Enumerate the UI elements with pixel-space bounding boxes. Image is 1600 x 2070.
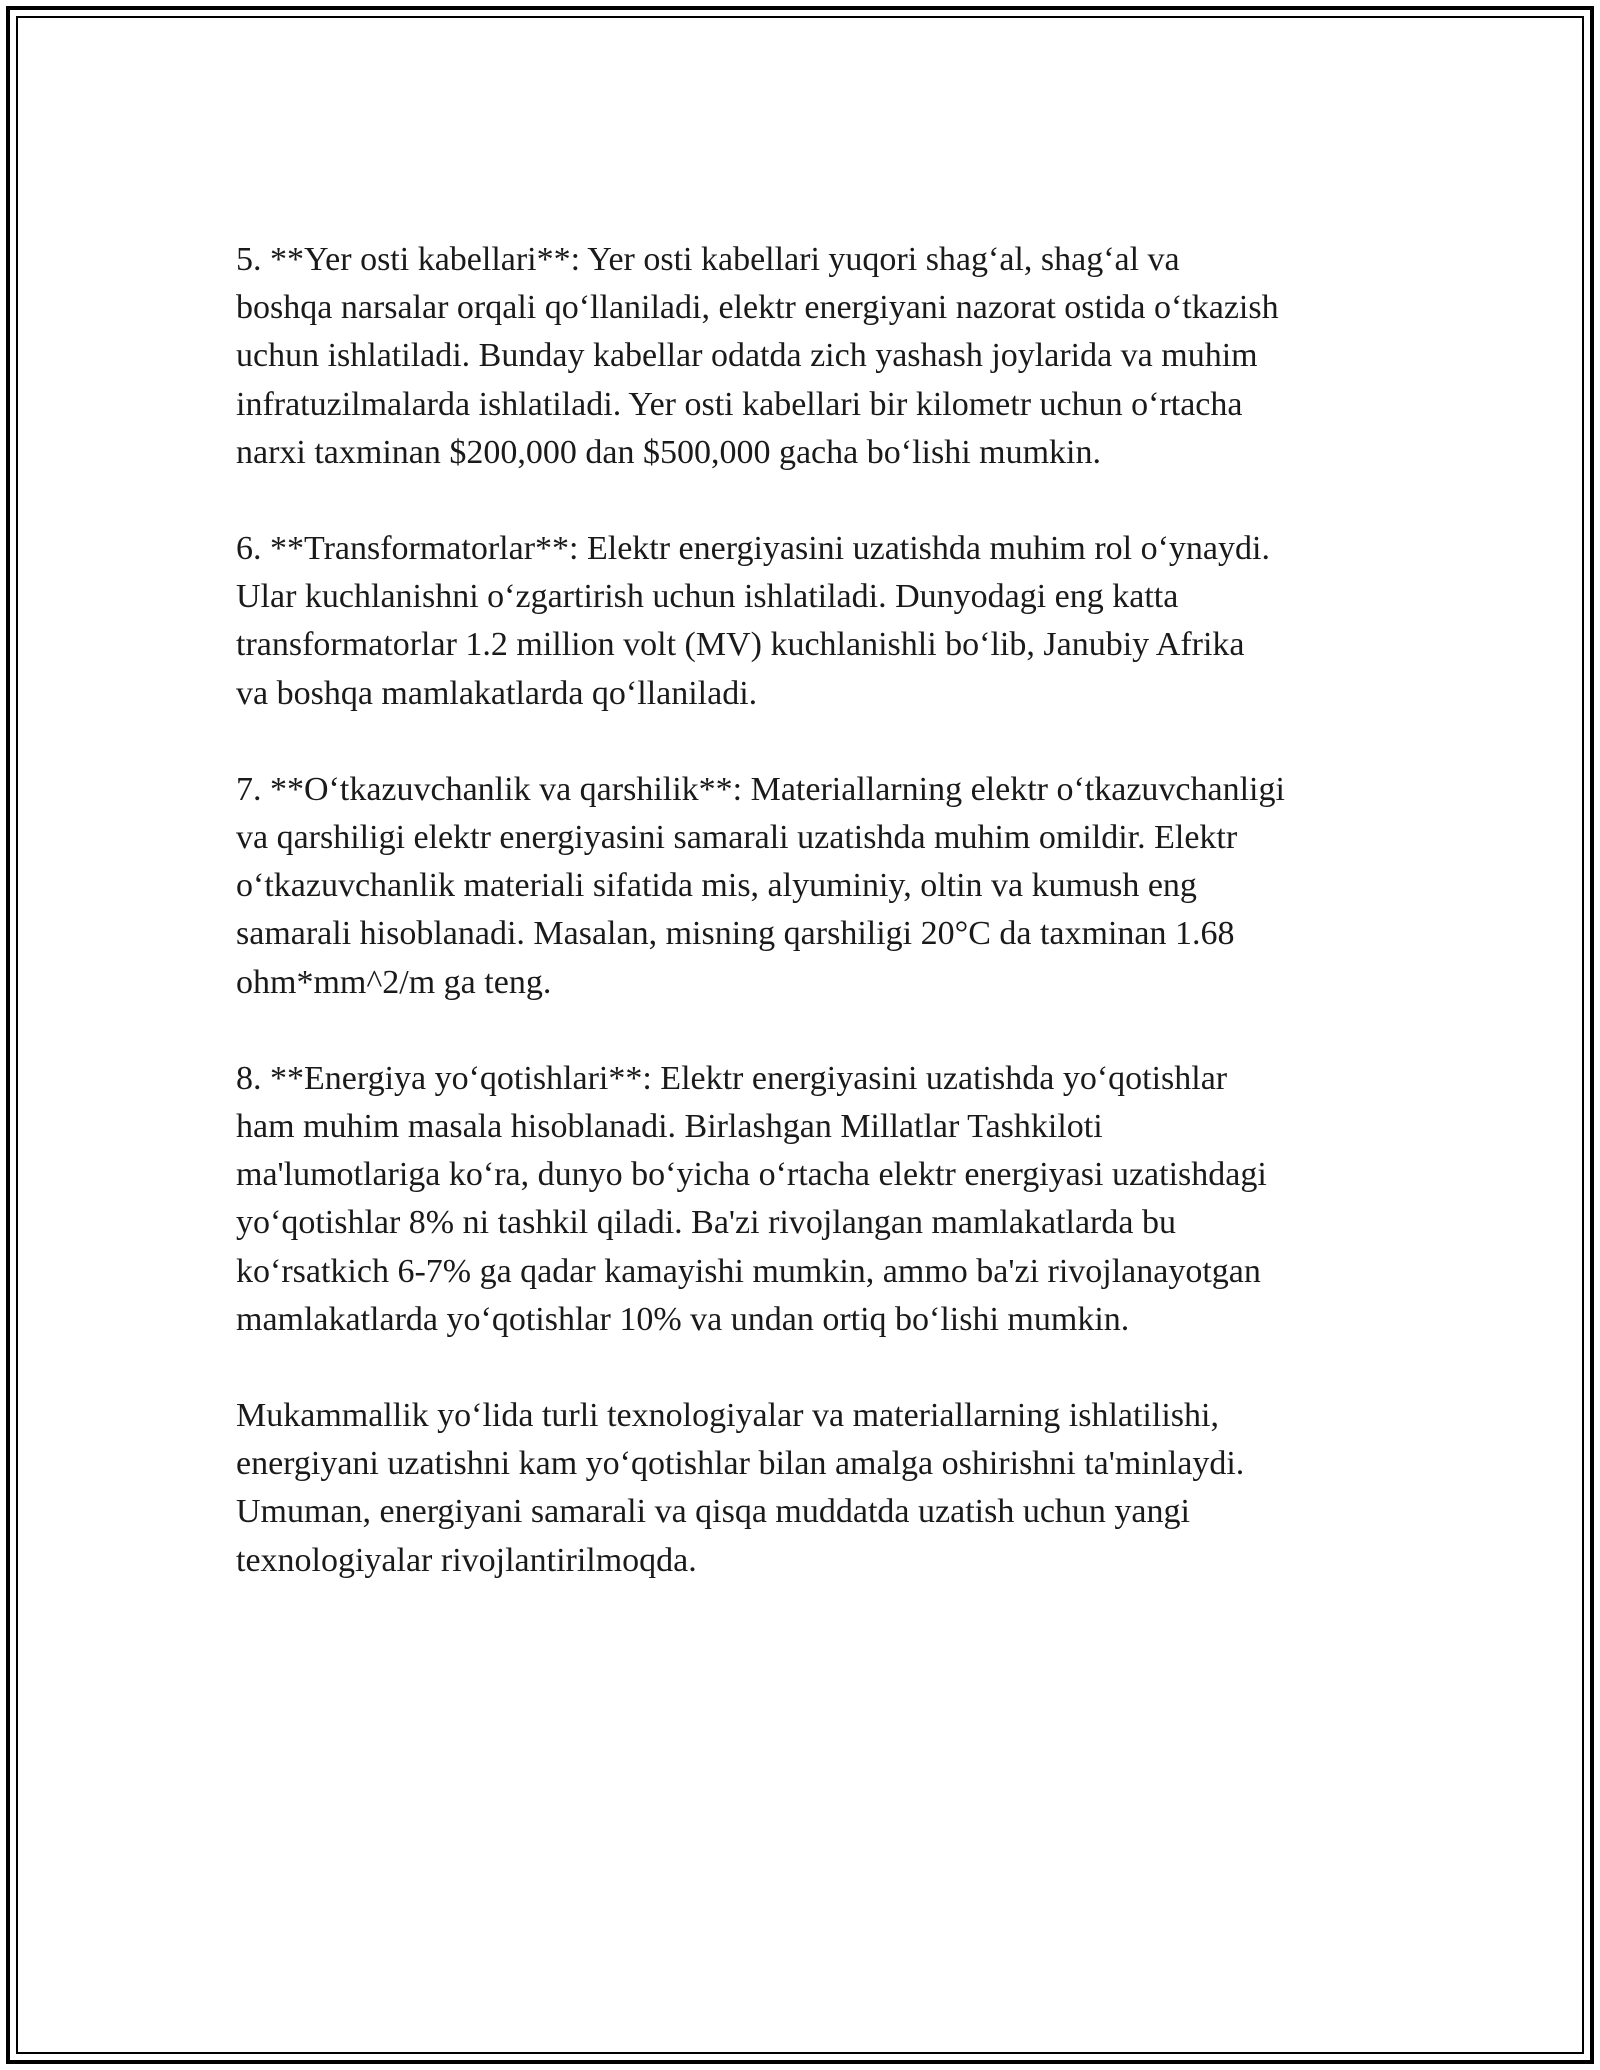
paragraph-transformers: 6. **Transformatorlar**: Elektr energiyasini uzatishda muhim rol o‘ynaydi. Ular kuchlanishni o‘zgartirish uchun ishlatiladi. Dunyodagi eng katta transformatorlar 1.2 million volt (MV) kuchlanishli bo‘lib, Janubiy Afrika va boshqa mamlakatlarda qo‘llaniladi. xyxy=(236,530,1270,712)
paragraph-conductivity-resistance: 7. **O‘tkazuvchanlik va qarshilik**: Materiallarning elektr o‘tkazuvchanligi va qarshiligi elektr energiyasini samarali uzatishda muhim omildir. Elektr o‘tkazuvchanlik materiali sifatida mis, alyuminiy, oltin va kumush eng samarali hisoblanadi. Masalan, misning qarshiligi 20°C da taxminan 1.68 ohm*mm^2/m ga teng. xyxy=(236,770,1285,1001)
paragraph-energy-losses: 8. **Energiya yo‘qotishlari**: Elektr energiyasini uzatishda yo‘qotishlar ham muhim masala hisoblanadi. Birlashgan Millatlar Tashkiloti ma'lumotlariga ko‘ra, dunyo bo‘yicha o‘rtacha elektr energiyasi uzatishdagi yo‘qotishlar 8% ni tashkil qiladi. Ba'zi rivojlangan mamlakatlarda bu ko‘rsatkich 6-7% ga qadar kamayishi mumkin, ammo ba'zi rivojlanayotgan mamlakatlarda yo‘qotishlar 10% va undan ortiq bo‘lishi mumkin. xyxy=(236,1059,1267,1338)
paragraph-conclusion: Mukammallik yo‘lida turli texnologiyalar va materiallarning ishlatilishi, energiyani uzatishni kam yo‘qotishlar bilan amalga oshirishni ta'minlaydi. Umuman, energiyani samarali va qisqa muddatda uzatish uchun yangi texnologiyalar rivojlantirilmoqda. xyxy=(236,1397,1245,1579)
paragraph-underground-cables: 5. **Yer osti kabellari**: Yer osti kabellari yuqori shag‘al, shag‘al va boshqa narsalar orqali qo‘llaniladi, elektr energiyani nazorat ostida o‘tkazish uchun ishlatiladi. Bunday kabellar odatda zich yashash joylarida va muhim infratuzilmalarda ishlatiladi. Yer osti kabellari bir kilometr uchun o‘rtacha narxi taxminan $200,000 dan $500,000 gacha bo‘lishi mumkin. xyxy=(236,241,1279,471)
document-body xyxy=(236,236,1376,1633)
